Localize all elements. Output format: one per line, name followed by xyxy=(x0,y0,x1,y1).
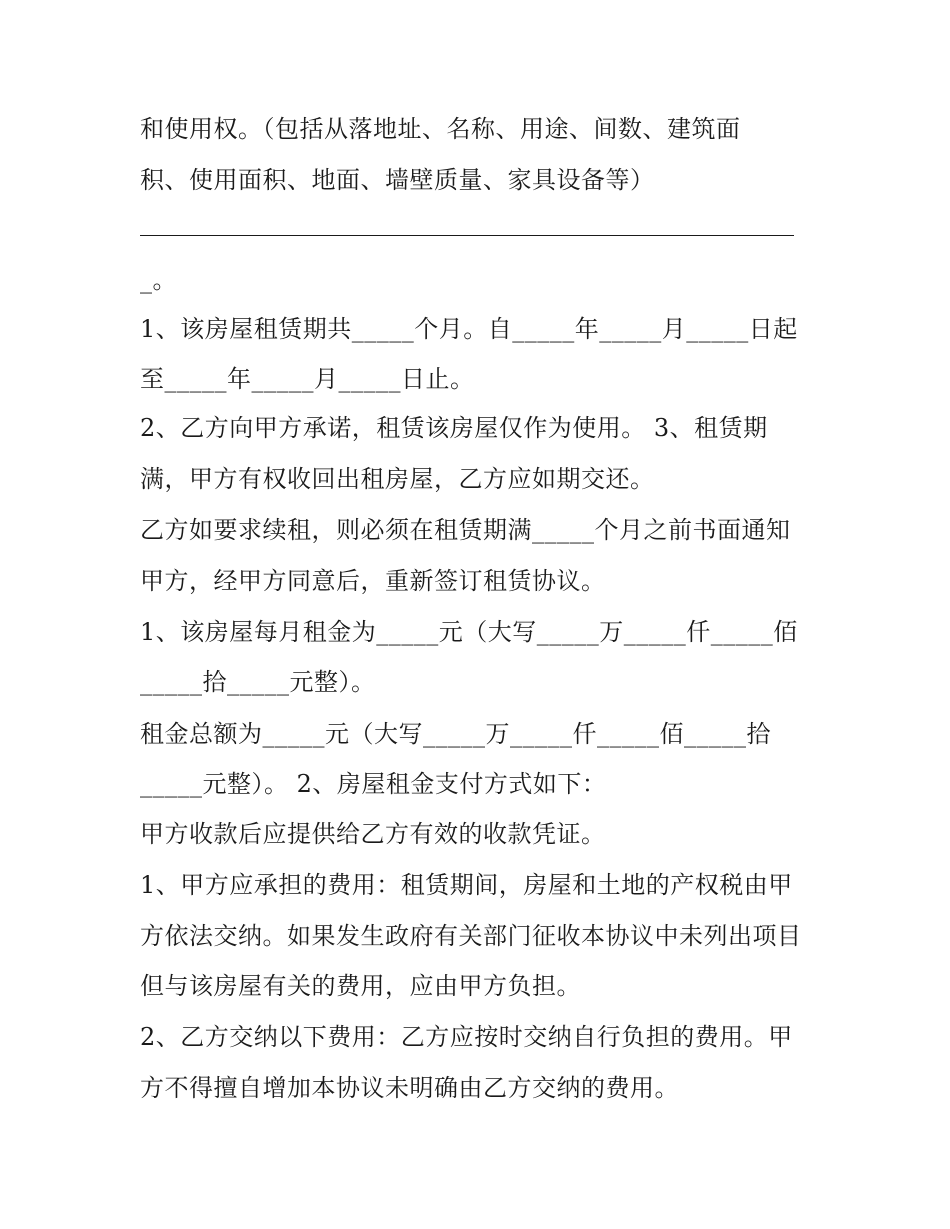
text-line: 但与该房屋有关的费用，应由甲方负担。 xyxy=(140,972,581,1000)
text-line: _____元整）。 2、房屋租金支付方式如下： xyxy=(140,770,607,798)
text-line: 至_____年_____月_____日止。 xyxy=(140,365,475,393)
text-line: 积、使用面积、地面、墙壁质量、家具设备等） xyxy=(140,166,655,194)
text-line: _。 xyxy=(140,266,177,294)
text-line: 2、乙方交纳以下费用：乙方应按时交纳自行负担的费用。甲 xyxy=(140,1023,793,1051)
text-line: 和使用权。（包括从落地址、名称、用途、间数、建筑面 xyxy=(140,115,741,143)
text-line: 甲方，经甲方同意后，重新签订租赁协议。 xyxy=(140,567,606,595)
text-line: 2、乙方向甲方承诺，租赁该房屋仅作为使用。 3、租赁期 xyxy=(140,414,768,442)
text-line: 甲方收款后应提供给乙方有效的收款凭证。 xyxy=(140,820,606,848)
text-line: 1、甲方应承担的费用：租赁期间，房屋和土地的产权税由甲 xyxy=(140,871,793,899)
text-line: 方依法交纳。如果发生政府有关部门征收本协议中未列出项目 xyxy=(140,922,802,950)
text-line: 满，甲方有权收回出租房屋，乙方应如期交还。 xyxy=(140,465,655,493)
text-line: 1、该房屋每月租金为_____元（大写_____万_____仟_____佰 xyxy=(140,618,798,646)
text-line: 乙方如要求续租，则必须在租赁期满_____个月之前书面通知 xyxy=(140,516,791,544)
blank-fill-rule xyxy=(140,235,794,236)
text-line: 1、该房屋租赁期共_____个月。自_____年_____月_____日起 xyxy=(140,315,798,343)
text-line: 租金总额为_____元（大写_____万_____仟_____佰_____拾 xyxy=(140,720,771,748)
text-line: 方不得擅自增加本协议未明确由乙方交纳的费用。 xyxy=(140,1074,679,1102)
text-line: _____拾_____元整）。 xyxy=(140,668,376,696)
